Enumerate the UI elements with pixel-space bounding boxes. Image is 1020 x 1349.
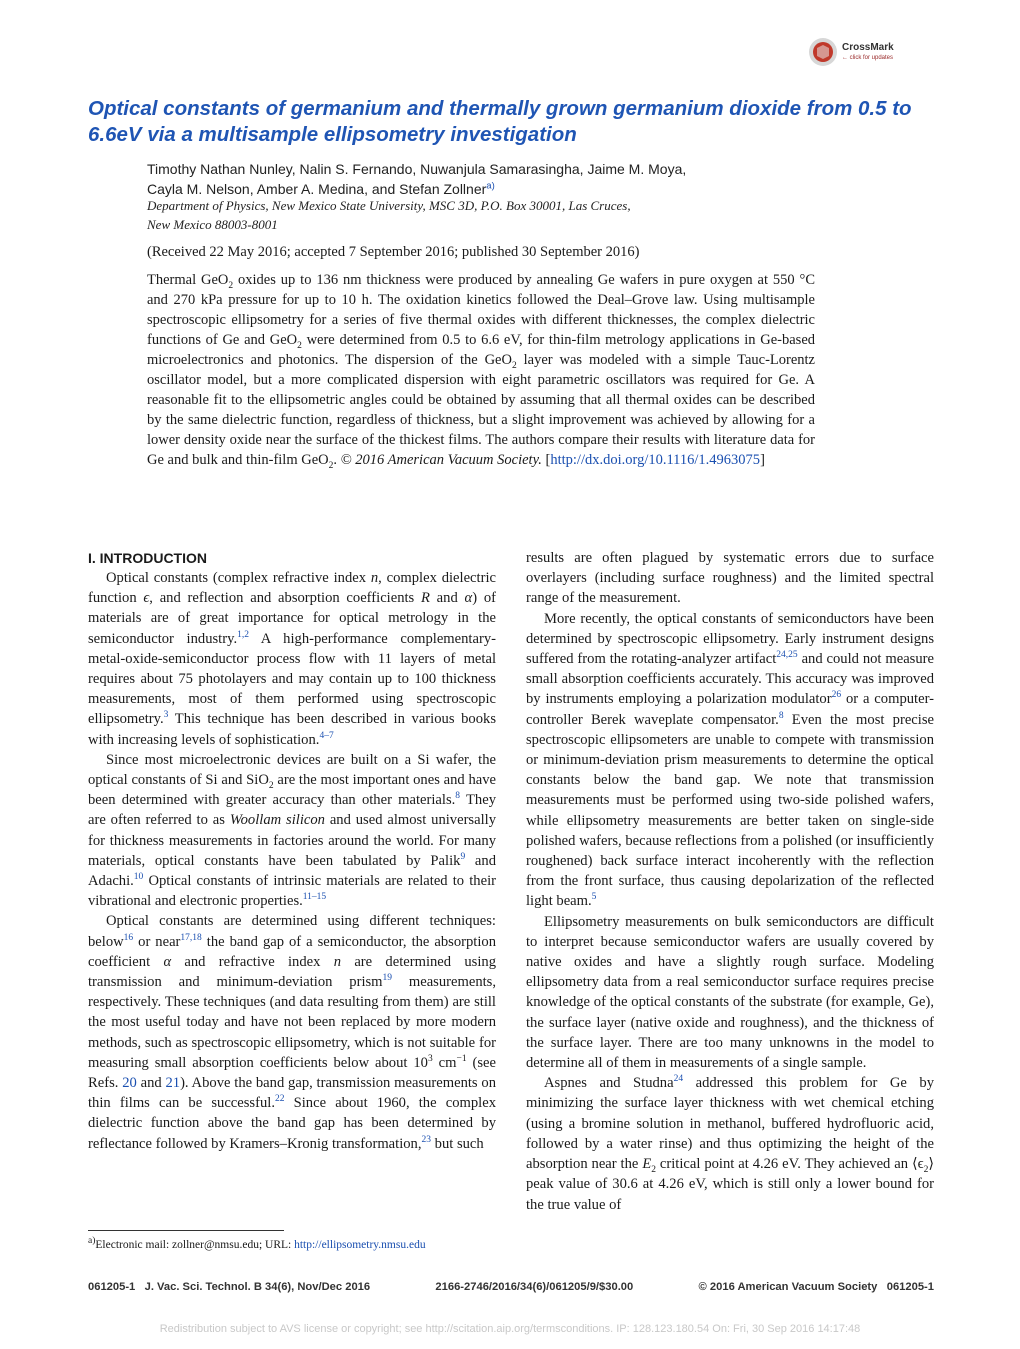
crossmark-icon — [808, 37, 838, 67]
ref-link[interactable]: 19 — [382, 973, 393, 984]
ref-link[interactable]: 9 — [460, 851, 466, 862]
right-column — [526, 548, 934, 1215]
intro-paragraph-3-continued: results are often plagued by systematic errors due to surface overlayers (including surface roughness) and the limited spectral range of the measurement. — [526, 550, 934, 607]
footer-issn: 2166-2746/2016/34(6)/061205/9/$30.00 — [435, 1281, 634, 1293]
author-list — [147, 159, 887, 199]
article-title: Optical constants of germanium and thermally grown germanium dioxide from 0.5 to 6.6eV via a multisample ellipsometry investigation — [88, 97, 912, 146]
crossmark-badge[interactable] — [808, 36, 908, 68]
intro-paragraph-5: Ellipsometry measurements on bulk semiconductors are difficult to interpret because semiconductor wafers are usually covered by native oxides and have a slightly rough surface. Modeling ellipsometry data from a real semiconductor surface requires precise knowledge of the optical constants of the substrate (for example, Ge), the surface layer (native oxide and roughness), and the thickness of the surface layer. There are too many unknowns in the model to determine all of them in measurements of a single sample. — [526, 913, 934, 1072]
footer-right: © 2016 American Vacuum Society 061205-1 — [698, 1281, 934, 1293]
footnote: $^{a)}$Electronic mail: zollner@nmsu.edu; URL: http://ellipsometry.nmsu.edu — [88, 1236, 426, 1251]
page-footer — [88, 1281, 934, 1293]
ref-link[interactable]: 24,25 — [776, 650, 798, 661]
ref-link[interactable]: 16 — [123, 932, 134, 943]
affiliation: Department of Physics, New Mexico State University, MSC 3D, P.O. Box 30001, Las Cruces, New Mexico 88003-8001 — [147, 198, 631, 232]
redistribution-notice: Redistribution subject to AVS license or copyright; see http://scitation.aip.org/termsconditions. IP: 128.123.180.54 On: Fri, 30 Sep 2016 14:17:48 — [159, 1323, 861, 1335]
ref-link[interactable]: 1,2 — [237, 629, 249, 640]
author-footnote-marker[interactable]: a) — [486, 180, 495, 192]
author-line-2: Cayla M. Nelson, Amber A. Medina, and Stefan Zollner$^{a)}$ — [147, 180, 495, 197]
intro-paragraph-6: Aspnes and Studna$^{24}$ addressed this problem for Ge by minimizing the surface layer thickness with wet chemical etching (using a bromine solution in methanol, buffered hydrofluoric acid, followed by a water rinse) and thus optimizing the height of the absorption near the $E_2$ critical point at 4.26 eV. They achieved an $⟨\epsilon_2⟩$ peak value of 30.6 at 4.26 eV, which is still only a lower bound for the true value of — [526, 1074, 935, 1213]
ref-link[interactable]: 23 — [421, 1134, 432, 1145]
intro-paragraph-4: More recently, the optical constants of semiconductors have been determined by spectroscopic ellipsometry. Early instrument designs suffered from the rotating-analyzer artifact$^{24,25}$ and could not measure small absorption coefficients accurately. This accuracy was improved by instruments employing a polarization modulator$^{26}$ or a computer-controller Berek waveplate compensator.$^8$ Even the most precise spectroscopic ellipsometers are unable to compete with transmission or minimum-deviation prism measurements to determine the optical constants below the band gap. We note that transmission measurements must be performed using two-side polished wafers, while ellipsometry measurements are better taken on single-side polished wafers, because reflections from a polished (or insufficiently roughened) back surface interact incoherently with the reflection from the front surface, thus causing depolarization of the reflected light beam.$^5$ — [526, 610, 934, 910]
intro-paragraph-2: Since most microelectronic devices are built on a Si wafer, the optical constants of Si and SiO$_2$ are the most important ones and have been determined with greater accuracy than other materials.$^8$ They are often referred to as Woollam silicon and used almost universally for thickness measurements in factories around the world. For many materials, optical constants have been tabulated by Palik$^9$ and Adachi.$^{10}$ Optical constants of intrinsic materials are related to their vibrational and electronic properties.$^{11-15}$ — [88, 751, 496, 910]
abstract: Thermal GeO$_2$ oxides up to 136 nm thickness were produced by annealing Ge wafers in pure oxygen at 550 °C and 270 kPa pressure for up to 10 h. The oxidation kinetics followed the Deal–Grove law. Using multisample spectroscopic ellipsometry for a series of five thermal oxides with different thicknesses, the complex dielectric functions of Ge and GeO$_2$ were determined from 0.5 to 6.6 eV, for thin-film metrology applications in Ge-based microelectronics and photonics. The dispersion of the GeO$_2$ layer was modeled with a simple Tauc-Lorentz oscillator model, but a more complicated dispersion with eight parametric oscillators was required for Ge. A reasonable fit to the ellipsometric angles could be obtained by assuming that all thermal oxides can be described by the same dielectric function, regardless of thickness, but a slight improvement was achieved by allowing for a lower density oxide near the surface of the thickest films. The authors compare their results with literature data for Ge and bulk and thin-film GeO$_2$. © 2016 American Vacuum Society. [http://dx.doi.org/10.1116/1.4963075] — [147, 272, 816, 471]
author-line-1: Timothy Nathan Nunley, Nalin S. Fernando, Nuwanjula Samarasingha, Jaime M. Moya, — [147, 161, 687, 177]
ref-link[interactable]: 3 — [163, 710, 169, 721]
ref-link[interactable]: 21 — [165, 1075, 181, 1092]
ref-link[interactable]: 20 — [122, 1075, 137, 1092]
footer-left: 061205-1 J. Vac. Sci. Technol. B 34(6), Nov/Dec 2016 — [88, 1281, 371, 1293]
ref-link[interactable]: 17,18 — [180, 932, 202, 943]
crossmark-title: CrossMark — [842, 42, 894, 53]
ref-link[interactable]: 24 — [673, 1074, 684, 1085]
ref-link[interactable]: 8 — [455, 791, 461, 802]
doi-link[interactable]: http://dx.doi.org/10.1116/1.4963075 — [550, 452, 761, 468]
ref-link[interactable]: 10 — [133, 872, 144, 883]
intro-paragraph-3: Optical constants are determined using different techniques: below$^{16}$ or near$^{17,18}$ the band gap of a semiconductor, the absorption coefficient α and refractive index n are determined using transmission and minimum-deviation prism$^{19}$ measurements, respectively. These techniques (and data resulting from them) are still the most useful today and have not been replaced by more modern methods, such as spectroscopic ellipsometry, which is not suitable for measuring small absorption coefficients below about $10^3$ $cm^{-1}$ (see Refs. 20 and 21). Above the band gap, transmission measurements on thin films can be successful.$^{22}$ Since about 1960, the complex dielectric function above the band gap has been determined by reflectance followed by Kramers–Kronig transformation,$^{23}$ but such — [88, 913, 497, 1152]
abstract-copyright: © 2016 American Vacuum Society. — [340, 452, 542, 468]
received-dates: (Received 22 May 2016; accepted 7 September 2016; published 30 September 2016) — [147, 244, 640, 260]
ref-link[interactable]: 22 — [274, 1094, 285, 1105]
footnote-divider — [88, 1230, 284, 1231]
left-column — [88, 548, 496, 1154]
ref-link[interactable]: 8 — [778, 710, 784, 721]
footnote-url-link[interactable]: http://ellipsometry.nmsu.edu — [294, 1239, 426, 1251]
ref-link[interactable]: 4–7 — [319, 730, 334, 741]
ref-link[interactable]: 26 — [831, 690, 842, 701]
intro-paragraph-1: Optical constants (complex refractive index n, complex dielectric function ϵ, and reflection and absorption coefficients R and α) of materials are of great importance for optical metrology in the semiconductor industry.$^{1,2}$ A high-performance complementary-metal-oxide-semiconductor process flow with 11 layers of metal requires about 75 photolayers and may contain up to 100 thickness measurements, most of them performed using spectroscopic ellipsometry.$^3$ This technique has been described in various books with increasing levels of sophistication.$^{4-7}$ — [88, 570, 496, 748]
ref-link[interactable]: 11–15 — [302, 892, 327, 903]
ref-link[interactable]: 5 — [591, 892, 597, 903]
crossmark-subtitle: ← click for updates — [842, 55, 894, 61]
section-heading-introduction: I. INTRODUCTION — [88, 550, 207, 566]
